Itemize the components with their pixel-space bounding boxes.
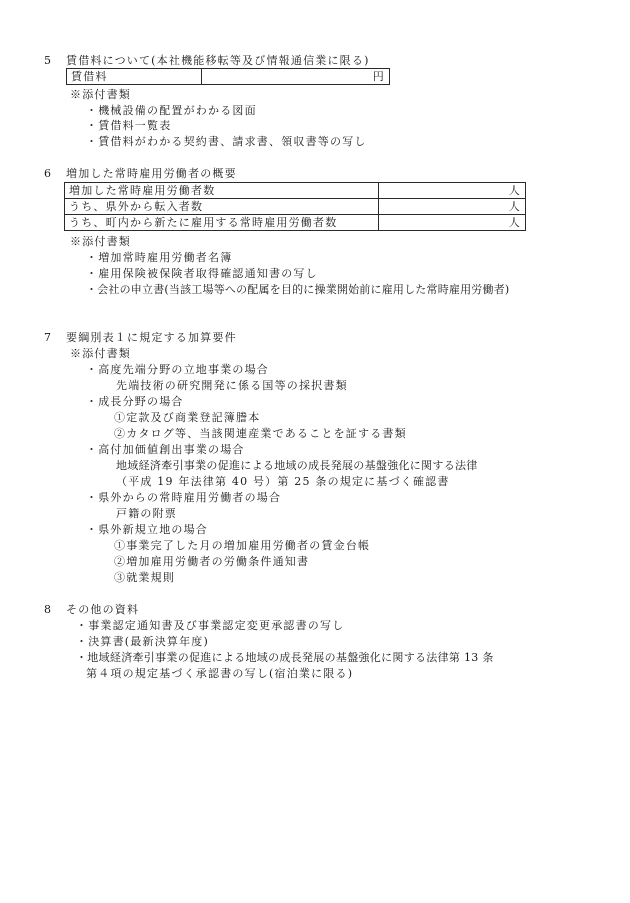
- section-6-item: ・増加常時雇用労働者名簿: [86, 251, 233, 264]
- rent-yen-field[interactable]: 円: [202, 69, 390, 85]
- section-7-line: （平成 19 年法律第 40 号）第 25 条の規定に基づく確認書: [116, 475, 450, 488]
- section-7-line: ・成長分野の場合: [86, 395, 184, 408]
- employee-row: [65, 183, 526, 199]
- employee-row-label: うち、県外から転入者数: [65, 199, 379, 215]
- section-7-line: ③就業規則: [114, 571, 175, 584]
- section-7-line: ②カタログ等、当該関連産業であることを証する書類: [114, 427, 407, 440]
- section-7-line: 戸籍の附票: [116, 507, 177, 520]
- section-7-line: ・県外からの常時雇用労働者の場合: [86, 491, 282, 504]
- employee-row-label: うち、町内から新たに雇用する常時雇用労働者数: [65, 215, 379, 231]
- employee-row: [65, 199, 526, 215]
- section-5-attachments-heading: ※添付書類: [70, 88, 131, 101]
- section-8-line: ・決算書(最新決算年度): [76, 635, 209, 648]
- section-8-number: 8: [44, 603, 53, 616]
- rent-table: [66, 68, 390, 85]
- section-5-heading: 賃借料について(本社機能移転等及び情報通信業に限る): [66, 54, 370, 67]
- section-5-item: ・賃借料一覧表: [86, 119, 172, 132]
- section-6-attachments-heading: ※添付書類: [70, 235, 131, 248]
- new-hire-count-field[interactable]: 人: [379, 215, 526, 231]
- section-7-line: ・高付加価値創出事業の場合: [86, 443, 245, 456]
- employee-table: [64, 182, 526, 231]
- section-8-heading: その他の資料: [66, 603, 140, 616]
- section-8-line: ・地域経済牽引事業の促進による地域の成長発展の基盤強化に関する法律第 13 条: [76, 651, 494, 664]
- employee-row-label: 増加した常時雇用労働者数: [65, 183, 379, 199]
- section-7-attachments-heading: ※添付書類: [70, 347, 131, 360]
- section-6-number: 6: [44, 167, 53, 180]
- rent-label: 賃借料: [67, 69, 202, 85]
- section-7-line: ・高度先端分野の立地事業の場合: [86, 363, 269, 376]
- section-6-item: ・会社の申立書(当該工場等への配属を目的に操業開始前に雇用した常時雇用労働者): [86, 283, 510, 296]
- section-7-heading: 要綱別表１に規定する加算要件: [66, 331, 237, 344]
- section-7-line: ・県外新規立地の場合: [86, 523, 208, 536]
- section-7-line: ①定款及び商業登記簿謄本: [114, 411, 261, 424]
- employee-count-field[interactable]: 人: [379, 183, 526, 199]
- section-6-item: ・雇用保険被保険者取得確認通知書の写し: [86, 267, 318, 280]
- section-5-item: ・機械設備の配置がわかる図面: [86, 104, 257, 117]
- section-8-line: ・事業認定通知書及び事業認定変更承認書の写し: [76, 619, 345, 632]
- employee-row: [65, 215, 526, 231]
- section-7-line: 地域経済牽引事業の促進による地域の成長発展の基盤強化に関する法律: [116, 459, 478, 472]
- transfer-count-field[interactable]: 人: [379, 199, 526, 215]
- section-7-line: 先端技術の研究開発に係る国等の採択書類: [116, 379, 348, 392]
- section-6-heading: 増加した常時雇用労働者の概要: [66, 167, 237, 180]
- section-7-line: ①事業完了した月の増加雇用労働者の賃金台帳: [114, 539, 371, 552]
- section-7-line: ②増加雇用労働者の労働条件通知書: [114, 555, 310, 568]
- section-7-number: 7: [44, 331, 53, 344]
- section-8-line: 第４項の規定基づく承認書の写し(宿泊業に限る): [86, 667, 354, 680]
- section-5-item: ・賃借料がわかる契約書、請求書、領収書等の写し: [86, 135, 367, 148]
- section-5-number: 5: [44, 54, 53, 67]
